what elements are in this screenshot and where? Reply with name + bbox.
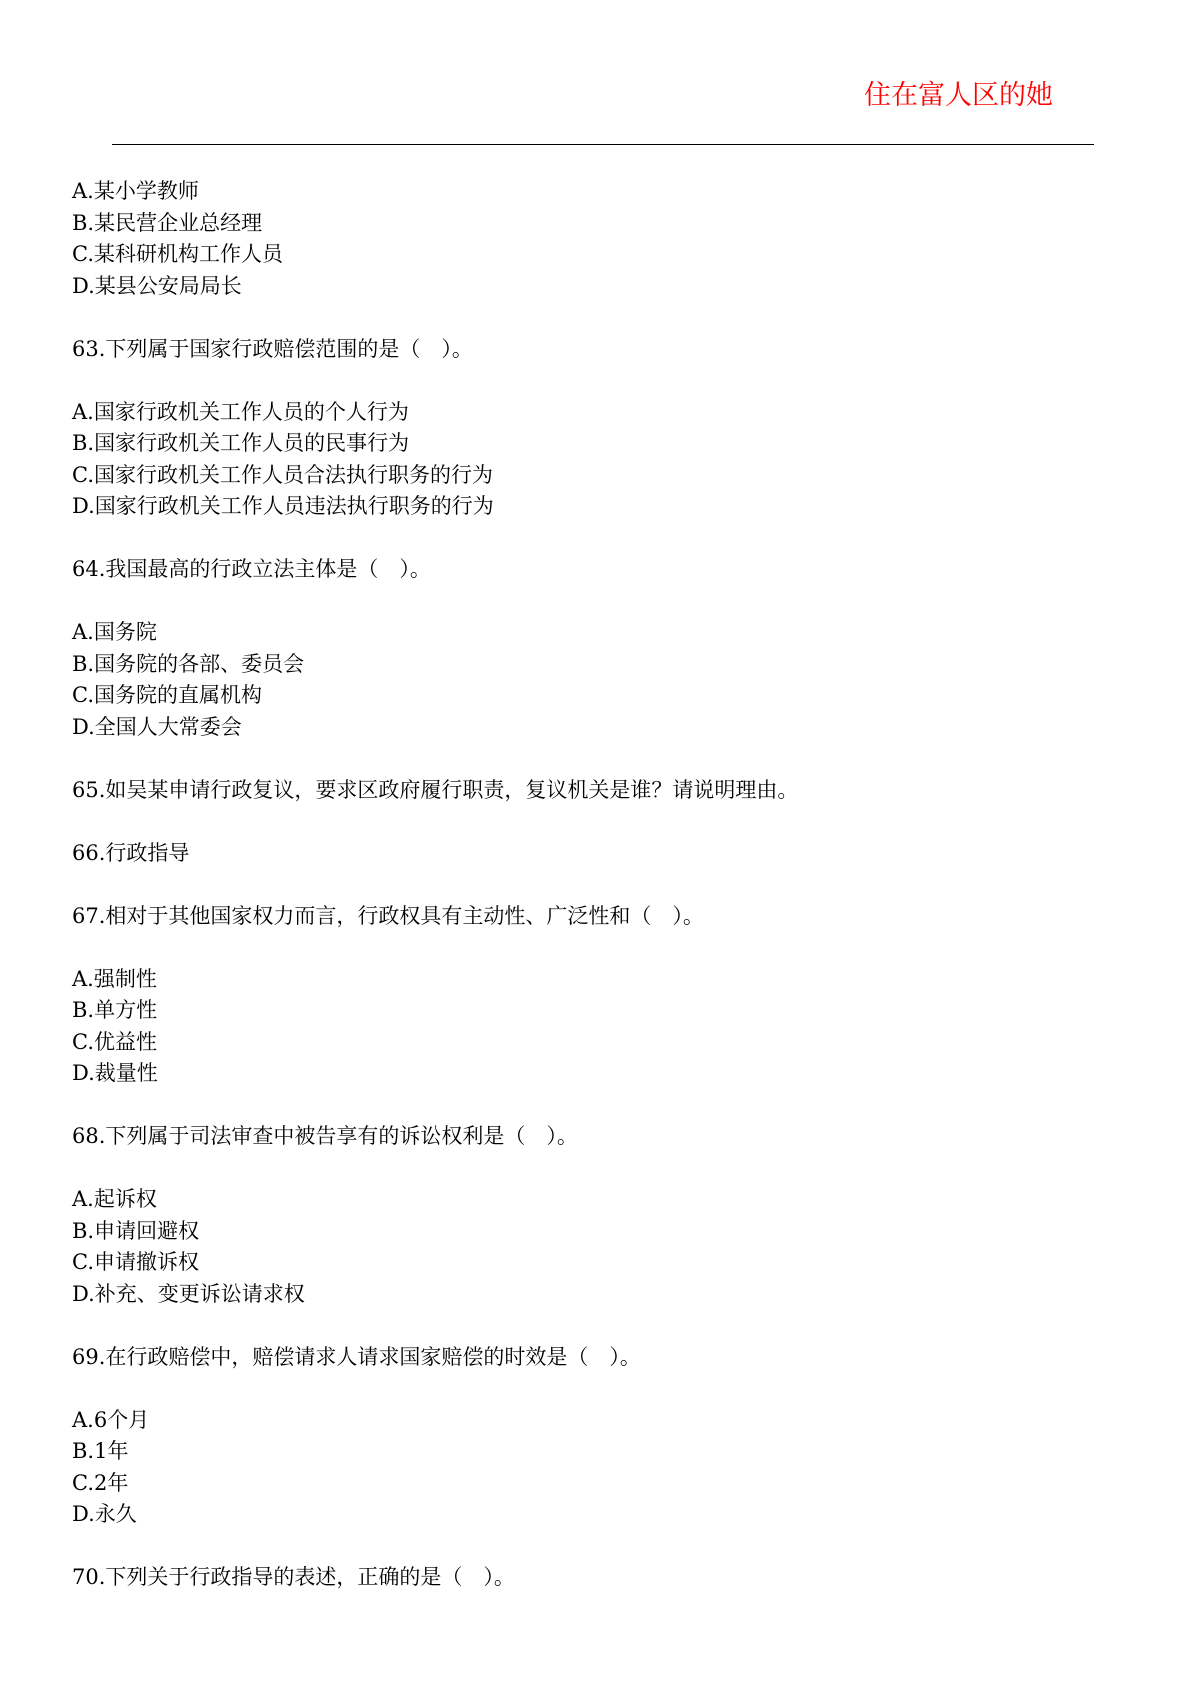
option-b: B.某民营企业总经理 <box>72 210 263 235</box>
document-body <box>72 176 1119 1625</box>
option-b: B.单方性 <box>72 998 158 1022</box>
option-c: C.国务院的直属机构 <box>72 683 262 707</box>
option-d: D.补充、变更诉讼请求权 <box>72 1281 305 1306</box>
option-a: A.国家行政机关工作人员的个人行为 <box>72 399 409 424</box>
option-d: D.裁量性 <box>72 1061 158 1085</box>
question-70: 70.下列关于行政指导的表述，正确的是（ ）。 <box>72 1565 515 1589</box>
question-69: 69.在行政赔偿中，赔偿请求人请求国家赔偿的时效是（ ）。 <box>72 1344 641 1369</box>
option-list <box>72 397 1119 523</box>
option-c: C.优益性 <box>72 1029 157 1054</box>
option-c: C.某科研机构工作人员 <box>72 242 283 266</box>
option-list <box>72 1184 1119 1310</box>
option-a: A.国务院 <box>72 620 157 644</box>
question-68: 68.下列属于司法审查中被告享有的诉讼权利是（ ）。 <box>72 1124 578 1148</box>
question-63: 63.下列属于国家行政赔偿范围的是（ ）。 <box>72 336 473 361</box>
option-list <box>72 1405 1119 1531</box>
option-d: D.国家行政机关工作人员违法执行职务的行为 <box>72 494 494 518</box>
question-67: 67.相对于其他国家权力而言，行政权具有主动性、广泛性和（ ）。 <box>72 903 704 928</box>
option-b: B.国务院的各部、委员会 <box>72 651 305 676</box>
option-a: A.起诉权 <box>72 1187 157 1211</box>
option-b: B.国家行政机关工作人员的民事行为 <box>72 431 410 455</box>
option-c: C.国家行政机关工作人员合法执行职务的行为 <box>72 462 493 487</box>
option-d: D.永久 <box>72 1502 137 1526</box>
question-66: 66.行政指导 <box>72 840 190 865</box>
option-a: A.强制性 <box>72 966 157 991</box>
option-list <box>72 964 1119 1090</box>
question-64: 64.我国最高的行政立法主体是（ ）。 <box>72 557 431 581</box>
option-c: C.申请撤诉权 <box>72 1250 199 1274</box>
option-list <box>72 176 1119 302</box>
question-65: 65.如吴某申请行政复议，要求区政府履行职责，复议机关是谁？请说明理由。 <box>72 777 799 802</box>
option-c: C.2年 <box>72 1470 129 1495</box>
option-a: A.某小学教师 <box>72 179 199 203</box>
page-header-title: 住在富人区的她 <box>864 80 1053 111</box>
option-b: B.申请回避权 <box>72 1218 200 1243</box>
option-list <box>72 617 1119 743</box>
option-d: D.全国人大常委会 <box>72 714 242 739</box>
option-a: A.6个月 <box>72 1407 150 1432</box>
option-b: B.1年 <box>72 1439 129 1463</box>
header-divider <box>112 144 1094 145</box>
option-d: D.某县公安局局长 <box>72 273 242 298</box>
